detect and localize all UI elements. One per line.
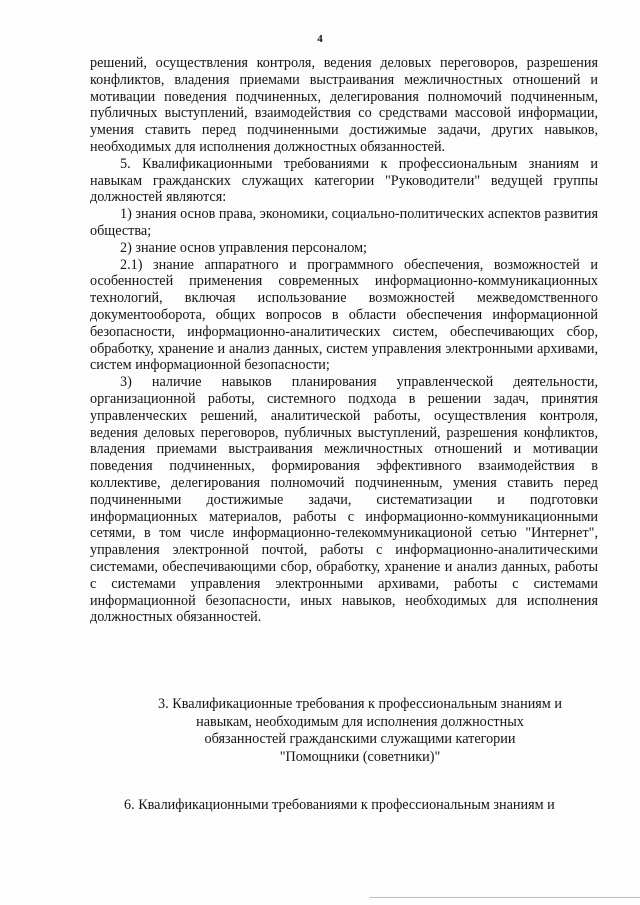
paragraph-item-5-2-1: 2.1) знание аппаратного и программного обеспечения, возможностей и особенностей применения современных информационно-коммуникационных технологий, включая использование возможностей межведомственного документооборота, общих вопросов в области обеспечения информационной безопасности, информационно-аналитических систем, обеспечивающих сбор, обработку, хранение и анализ данных, систем управления электронными архивами, систем информационной безопасности;	[90, 256, 598, 374]
section-heading-line: "Помощники (советники)"	[279, 748, 441, 765]
paragraph-item-5: 5. Квалификационными требованиями к профессиональным знаниям и навыкам гражданских служащих категории "Руководители" ведущей группы должностей являются:	[90, 155, 598, 206]
paragraph-item-5-2: 2) знание основ управления персоналом;	[120, 239, 367, 256]
scan-edge-line	[370, 897, 640, 898]
page-number: 4	[317, 33, 323, 45]
paragraph-continuation: решений, осуществления контроля, ведения деловых переговоров, разрешения конфликтов, владения приемами выстраивания межличностных отношений и мотивации поведения подчиненных, делегирования полномочий подчиненным, публичных выступлений, взаимодействия со средствами массовой информации, умения ставить перед подчиненными достижимые задачи, других навыков, необходимых для исполнения должностных обязанностей.	[90, 55, 598, 155]
paragraph-item-5-1: 1) знания основ права, экономики, социально-политических аспектов развития общества;	[90, 206, 598, 239]
paragraph-item-5-3: 3) наличие навыков планирования управленческой деятельности, организационной работы, системного подхода в решении задач, принятия управленческих решений, аналитической работы, осуществления контроля, ведения деловых переговоров, публичных выступлений, разрешения конфликтов, владения приемами выстраивания межличностных отношений и мотивации поведения подчиненных, формирования эффективного взаимодействия в коллективе, делегирования полномочий подчиненным, умения ставить перед подчиненными достижимые задачи, систематизации и подготовки информационных материалов, работы с информационно-коммуникационными сетями, в том числе информационно-телекоммуникационой сетью "Интернет", управления электронной почтой, работы с информационно-аналитическими системами, обеспечивающими сбор, обработку, хранение и анализ данных, работы с системами управления электронными архивами, работы с системами информационной безопасности, иных навыков, необходимых для исполнения должностных обязанностей.	[90, 374, 598, 626]
section-heading-line: 3. Квалификационные требования к профессиональным знаниям и	[158, 696, 562, 712]
section-heading	[110, 696, 610, 766]
body-text	[90, 55, 598, 626]
paragraph-item-6-start: 6. Квалификационными требованиями к профессиональным знаниям и	[124, 797, 555, 813]
section-heading-line: обязанностей гражданскими служащими категории	[204, 731, 516, 748]
section-heading-line: навыкам, необходимым для исполнения должностных	[196, 713, 524, 730]
